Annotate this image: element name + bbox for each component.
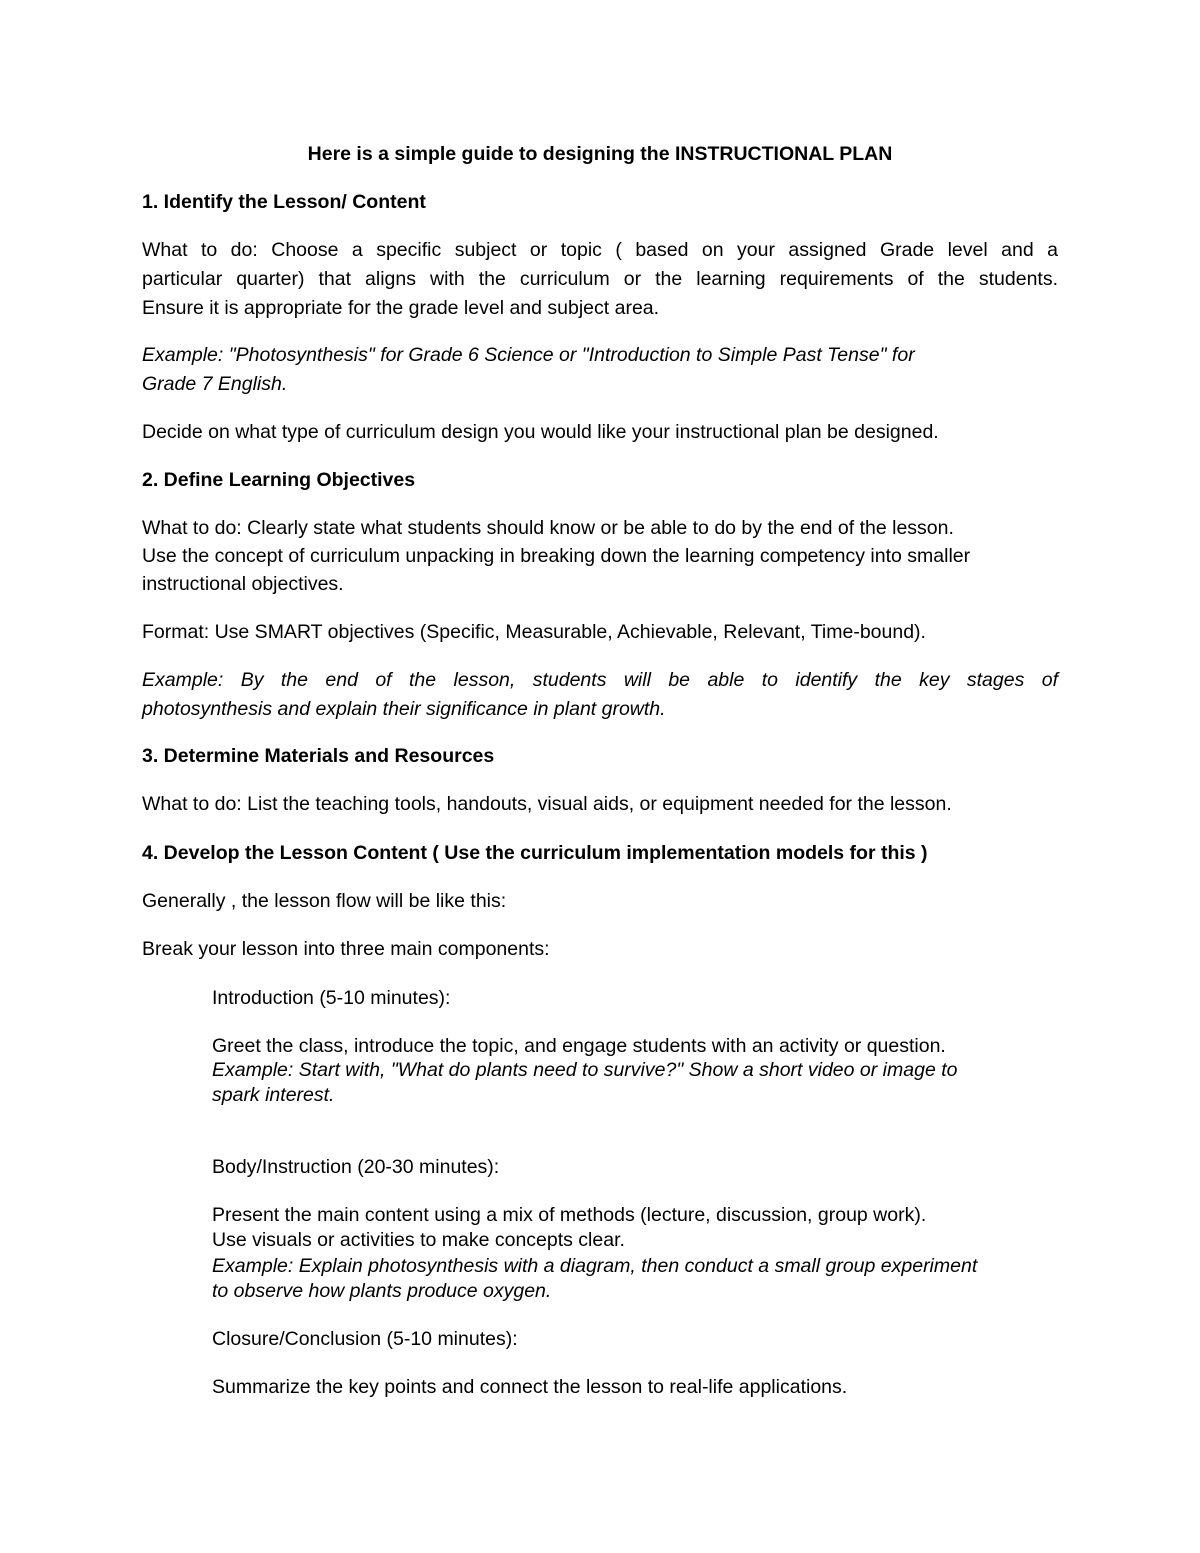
section-1-design-note: Decide on what type of curriculum design you would like your instructional plan be designed.: [142, 421, 939, 443]
section-2-example-line-1: Example: By the end of the lesson, students will be able to identify the key stages of: [142, 669, 1058, 691]
body-label: Body/Instruction (20-30 minutes):: [212, 1156, 500, 1178]
section-4-heading: 4. Develop the Lesson Content ( Use the curriculum implementation models for this ): [142, 842, 928, 864]
body-text-line-1: Present the main content using a mix of methods (lecture, discussion, group work).: [212, 1204, 927, 1226]
closure-text: Summarize the key points and connect the lesson to real-life applications.: [212, 1376, 848, 1398]
closure-label: Closure/Conclusion (5-10 minutes):: [212, 1328, 518, 1350]
body-example-line-2: to observe how plants produce oxygen.: [212, 1280, 552, 1302]
section-2-heading: 2. Define Learning Objectives: [142, 469, 416, 491]
page-title: Here is a simple guide to designing the INSTRUCTIONAL PLAN: [307, 143, 893, 165]
section-1-text-line-1: What to do: Choose a specific subject or topic ( based on your assigned Grade level and a: [142, 239, 1058, 261]
section-2-text-line-3: instructional objectives.: [142, 573, 344, 595]
section-1-heading: 1. Identify the Lesson/ Content: [142, 191, 426, 213]
section-3-text: What to do: List the teaching tools, handouts, visual aids, or equipment needed for the lesson.: [142, 793, 952, 815]
section-2-text-line-2: Use the concept of curriculum unpacking in breaking down the learning competency into smaller: [142, 545, 971, 567]
introduction-label: Introduction (5-10 minutes):: [212, 987, 451, 1009]
introduction-example-line-1: Example: Start with, "What do plants need to survive?" Show a short video or image to: [212, 1059, 958, 1081]
section-1-example-line-1: Example: "Photosynthesis" for Grade 6 Science or "Introduction to Simple Past Tense" for: [142, 344, 915, 366]
section-1-text-line-2: particular quarter) that aligns with the curriculum or the learning requirements of the students.: [142, 268, 1058, 290]
section-4-generally: Generally , the lesson flow will be like this:: [142, 890, 507, 912]
section-4-break: Break your lesson into three main components:: [142, 938, 550, 960]
section-1-example-line-2: Grade 7 English.: [142, 373, 288, 395]
section-2-text-line-1: What to do: Clearly state what students should know or be able to do by the end of the lesson.: [142, 517, 954, 539]
section-3-heading: 3. Determine Materials and Resources: [142, 745, 495, 767]
introduction-text: Greet the class, introduce the topic, and engage students with an activity or question.: [212, 1035, 946, 1057]
body-example-line-1: Example: Explain photosynthesis with a diagram, then conduct a small group experiment: [212, 1255, 978, 1277]
body-text-line-2: Use visuals or activities to make concepts clear.: [212, 1229, 625, 1251]
introduction-example-line-2: spark interest.: [212, 1084, 335, 1106]
section-1-text-line-3: Ensure it is appropriate for the grade level and subject area.: [142, 297, 660, 319]
section-2-example-line-2: photosynthesis and explain their significance in plant growth.: [142, 698, 666, 720]
section-2-format: Format: Use SMART objectives (Specific, Measurable, Achievable, Relevant, Time-bound).: [142, 621, 926, 643]
